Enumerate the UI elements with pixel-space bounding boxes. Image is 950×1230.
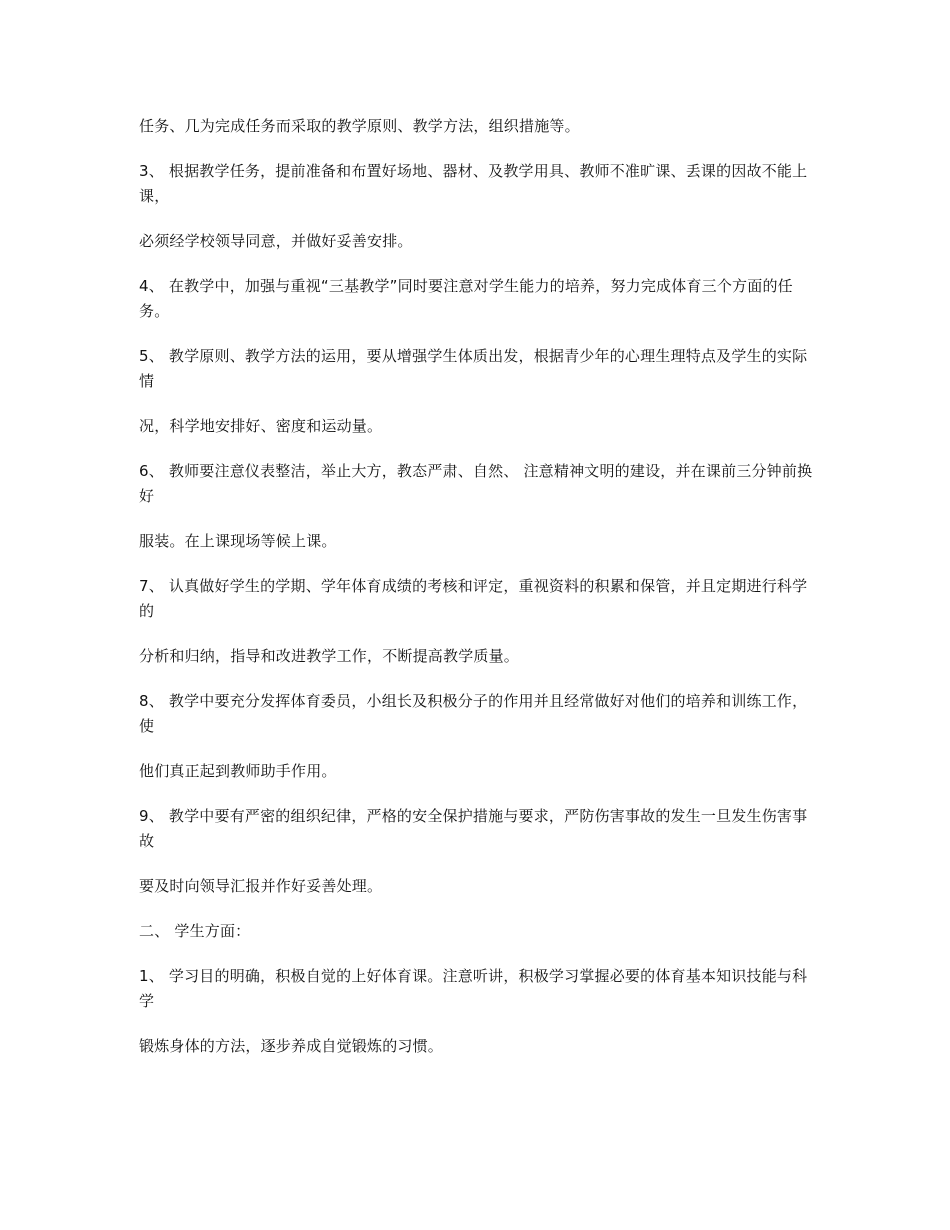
paragraph-item-6-cont: 服装。在上课现场等候上课。: [139, 532, 337, 550]
paragraph-item-5: 5、 教学原则、教学方法的运用，要从增强学生体质出发，根据青少年的心理生理特点及学生的实际情: [139, 347, 808, 390]
paragraph-task-summary: 任务、几为完成任务而采取的教学原则、教学方法，组织措施等。: [139, 117, 580, 135]
paragraph-item-7-cont: 分析和归纳，指导和改进教学工作，不断提高教学质量。: [139, 647, 520, 665]
paragraph-student-item-1-cont: 锻炼身体的方法，逐步养成自觉锻炼的习惯。: [139, 1037, 444, 1055]
section-heading-students: 二、 学生方面：: [139, 922, 251, 940]
paragraph-item-6: 6、 教师要注意仪表整洁，举止大方，教态严肃、自然、 注意精神文明的建设，并在课前三分钟前换好: [139, 462, 813, 505]
document-body: [139, 114, 815, 1079]
paragraph-item-9: 9、 教学中要有严密的组织纪律，严格的安全保护措施与要求，严防伤害事故的发生一旦发生伤害事故: [139, 807, 808, 850]
paragraph-item-3: 3、 根据教学任务，提前准备和布置好场地、器材、及教学用具、教师不准旷课、丢课的因故不能上课，: [139, 162, 808, 205]
paragraph-item-4: 4、 在教学中，加强与重视“三基教学”同时要注意对学生能力的培养，努力完成体育三个方面的任务。: [139, 277, 793, 320]
paragraph-item-9-cont: 要及时向领导汇报并作好妥善处理。: [139, 877, 383, 895]
paragraph-item-7: 7、 认真做好学生的学期、学年体育成绩的考核和评定，重视资料的积累和保管，并且定期进行科学的: [139, 577, 808, 620]
paragraph-item-5-cont: 况，科学地安排好、密度和运动量。: [139, 417, 383, 435]
paragraph-item-8: 8、 教学中要充分发挥体育委员，小组长及积极分子的作用并且经常做好对他们的培养和训练工作，使: [139, 692, 808, 735]
paragraph-student-item-1: 1、 学习目的明确，积极自觉的上好体育课。注意听讲，积极学习掌握必要的体育基本知识技能与科学: [139, 967, 808, 1010]
paragraph-item-3-cont: 必须经学校领导同意，并做好妥善安排。: [139, 232, 413, 250]
paragraph-item-8-cont: 他们真正起到教师助手作用。: [139, 762, 337, 780]
